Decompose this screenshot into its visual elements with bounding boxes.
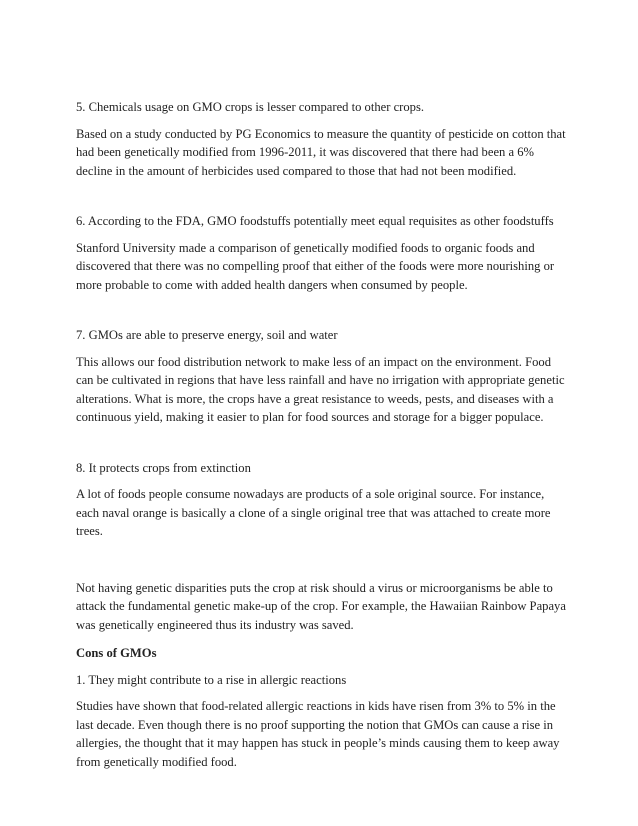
section-8-body: A lot of foods people consume nowadays are products of a sole original source. For instance, each naval orange is basically a clone of a single original tree that was attached to create more trees. <box>76 487 551 538</box>
section-6-body: Stanford University made a comparison of genetically modified foods to organic foods and discovered that there was no compelling proof that either of the foods were more nourishing or more probable to come with added health dangers when consumed by people. <box>76 240 555 292</box>
section-7-body: This allows our food distribution network to make less of an impact on the environment. Food can be cultivated in regions that have less rainfall and have no irrigation with appropriate genetic alterations. What is more, the crops have a great resistance to weeds, pests, and diseases with a continuous yield, making it easier to plan for food sources and storage for a bigger populace. <box>76 354 565 424</box>
section-8-heading: 8. It protects crops from extinction <box>76 460 251 475</box>
spacer <box>76 541 568 579</box>
spacer <box>76 294 568 326</box>
spacer <box>76 180 568 212</box>
section-7-heading: 7. GMOs are able to preserve energy, soil and water <box>76 328 338 342</box>
cons-title: Cons of GMOs <box>76 646 157 660</box>
section-5-heading: 5. Chemicals usage on GMO crops is lesser compared to other crops. <box>76 100 424 114</box>
cons-1-body: Studies have shown that food-related allergic reactions in kids have risen from 3% to 5% in the last decade. Even though there is no proof supporting the notion that GMOs can cause a rise in allergies, the thought that it may happen has stuck in people’s minds causing them to keep away from genetically modified food. <box>76 699 560 769</box>
spacer <box>76 427 568 459</box>
section-6-heading: 6. According to the FDA, GMO foodstuffs potentially meet equal requisites as other foodstuffs <box>76 214 554 228</box>
cons-1-heading: 1. They might contribute to a rise in allergic reactions <box>76 672 347 687</box>
section-8-body-continued: Not having genetic disparities puts the crop at risk should a virus or microorganisms be able to attack the fundamental genetic make-up of the crop. For example, the Hawaiian Rainbow Papaya was genetically engineered thus its industry was saved. <box>76 580 566 632</box>
section-5-body: Based on a study conducted by PG Economics to measure the quantity of pesticide on cotton that had been genetically modified from 1996-2011, it was discovered that there had been a 6% decline in the amount of herbicides used compared to those that had not been modified. <box>76 126 566 178</box>
